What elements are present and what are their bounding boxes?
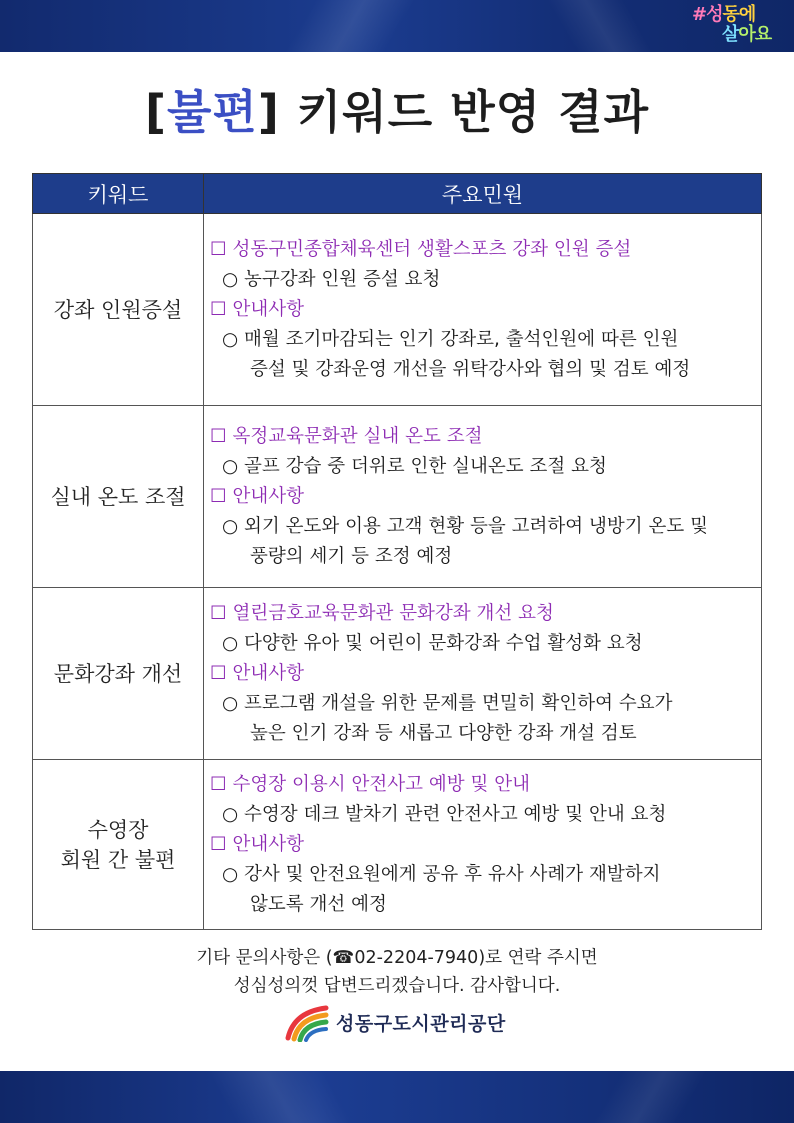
notice-heading: ☐ 안내사항	[210, 659, 751, 689]
table-row	[33, 760, 762, 930]
notice-detail-text-1: 프로그램 개설을 위한 문제를 면밀히 확인하여 수요가	[244, 692, 673, 714]
title-rest: 키워드 반영 결과	[279, 85, 650, 139]
table-row	[33, 214, 762, 406]
keyword-cell: 실내 온도 조절	[33, 406, 204, 588]
complaint-cell	[204, 214, 762, 406]
notice-heading: ☐ 안내사항	[210, 482, 751, 512]
complaint-cell	[204, 588, 762, 760]
keyword-cell: 강좌 인원증설	[33, 214, 204, 406]
org-logo	[284, 1002, 506, 1042]
keyword-line-1: 수영장	[87, 817, 149, 842]
request-detail-text: 수영장 데크 발차기 관련 안전사고 예방 및 안내 요청	[244, 803, 667, 825]
keyword-cell: 문화강좌 개선	[33, 588, 204, 760]
keyword-cell	[33, 760, 204, 930]
notice-detail	[210, 860, 751, 920]
notice-heading: ☐ 안내사항	[210, 830, 751, 860]
title-bracket-close: ]	[257, 85, 280, 139]
complaint-cell	[204, 406, 762, 588]
slogan-text-2a: 살	[722, 24, 739, 45]
notice-detail-text-1: 매월 조기마감되는 인기 강좌로, 출석인원에 따른 인원	[244, 328, 679, 350]
request-detail	[210, 800, 751, 830]
org-name: 성동구도시관리공단	[336, 1012, 506, 1035]
notice-detail-text-1: 외기 온도와 이용 고객 현황 등을 고려하여 냉방기 온도 및	[244, 515, 708, 537]
notice-detail	[210, 689, 751, 749]
request-detail-text: 골프 강습 중 더위로 인한 실내온도 조절 요청	[244, 455, 607, 477]
request-detail	[210, 629, 751, 659]
contact-line-2: 성심성의껏 답변드리겠습니다. 감사합니다.	[233, 976, 561, 996]
contact-note	[0, 944, 794, 1000]
notice-detail	[210, 512, 751, 572]
request-heading: ☐ 옥정교육문화관 실내 온도 조절	[210, 422, 751, 452]
request-detail-text: 농구강좌 인원 증설 요청	[244, 268, 441, 290]
slogan-text-1b: 동에	[722, 4, 756, 25]
notice-detail-text-2: 풍량의 세기 등 조정 예정	[250, 545, 453, 567]
notice-detail-text-2: 높은 인기 강좌 등 새롭고 다양한 강좌 개설 검토	[250, 722, 637, 744]
slogan-text-1a: #성	[692, 4, 723, 25]
title-bracket-open: [	[144, 85, 167, 139]
request-detail-text: 다양한 유아 및 어린이 문화강좌 수업 활성화 요청	[244, 632, 643, 654]
notice-detail	[210, 325, 751, 385]
request-heading: ☐ 수영장 이용시 안전사고 예방 및 안내	[210, 770, 751, 800]
slogan-logo	[692, 4, 784, 48]
slogan-text-2b: 아요	[738, 24, 772, 45]
title-highlight: 불편	[167, 85, 258, 139]
rainbow-logo-icon	[284, 1002, 330, 1042]
request-heading: ☐ 성동구민종합체육센터 생활스포츠 강좌 인원 증설	[210, 235, 751, 265]
complaint-cell	[204, 760, 762, 930]
keyword-line-2: 회원 간 불편	[60, 847, 176, 872]
notice-detail-text-2: 증설 및 강좌운영 개선을 위탁강사와 협의 및 검토 예정	[250, 358, 691, 380]
request-detail	[210, 452, 751, 482]
notice-detail-text-2: 않도록 개선 예정	[250, 893, 387, 915]
request-detail	[210, 265, 751, 295]
request-heading: ☐ 열린금호교육문화관 문화강좌 개선 요청	[210, 599, 751, 629]
contact-line-1: 기타 문의사항은 (☎02-2204-7940)로 연락 주시면	[196, 948, 598, 968]
table-row	[33, 406, 762, 588]
header-main-complaint: 주요민원	[204, 174, 762, 214]
notice-detail-text-1: 강사 및 안전요원에게 공유 후 유사 사례가 재발하지	[244, 863, 661, 885]
bottom-banner	[0, 1071, 794, 1123]
page-title	[0, 76, 794, 142]
notice-heading: ☐ 안내사항	[210, 295, 751, 325]
table-header-row	[33, 174, 762, 214]
complaints-table	[32, 173, 762, 930]
top-banner	[0, 0, 794, 52]
header-keyword: 키워드	[33, 174, 204, 214]
table-row	[33, 588, 762, 760]
